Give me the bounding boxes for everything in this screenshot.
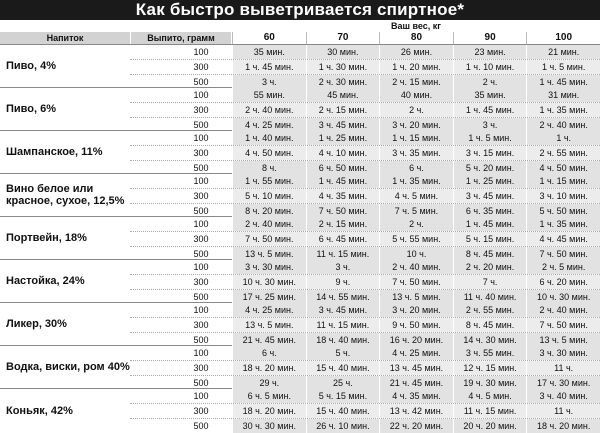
time-cell: 40 мин.: [379, 88, 453, 102]
time-cells: [232, 404, 600, 418]
time-cell: 6 ч.: [379, 161, 453, 175]
time-cell: 2 ч.: [379, 103, 453, 117]
time-cell: 4 ч. 50 мин.: [526, 161, 600, 175]
time-cell: 4 ч. 45 мин.: [526, 232, 600, 246]
drink-rows: [130, 346, 600, 388]
time-cell: 1 ч. 30 мин.: [306, 60, 380, 74]
time-cell: 6 ч. 35 мин.: [453, 204, 527, 218]
time-cell: 3 ч. 20 мин.: [379, 118, 453, 132]
time-cell: 4 ч. 25 мин.: [232, 118, 306, 132]
drink-group: [0, 87, 600, 130]
drink-group: [0, 302, 600, 345]
time-cell: 7 ч. 50 мин.: [306, 204, 380, 218]
time-cells: [232, 146, 600, 160]
time-cell: 3 ч. 55 мин.: [453, 346, 527, 360]
time-cell: 31 мин.: [526, 88, 600, 102]
time-cells: [232, 174, 600, 188]
time-cells: [232, 88, 600, 102]
time-cell: 2 ч. 55 мин.: [453, 303, 527, 317]
time-cell: 20 ч. 20 мин.: [453, 419, 527, 433]
time-cells: [232, 217, 600, 231]
time-cell: 11 ч. 15 мин.: [306, 318, 380, 332]
time-cells: [232, 75, 600, 89]
time-cells: [232, 333, 600, 347]
table-row: [130, 376, 600, 390]
drink-rows: [130, 217, 600, 259]
time-cell: 1 ч. 45 мин.: [526, 75, 600, 89]
time-cell: 7 ч. 5 мин.: [379, 204, 453, 218]
time-cell: 21 ч. 45 мин.: [379, 376, 453, 390]
amount-cell: 500: [193, 378, 209, 388]
time-cell: 16 ч. 20 мин.: [379, 333, 453, 347]
time-cell: 6 ч. 20 мин.: [526, 275, 600, 289]
time-cell: 10 ч.: [379, 247, 453, 261]
amount-cell: 300: [193, 105, 209, 115]
time-cell: 2 ч. 5 мин.: [526, 260, 600, 274]
time-cell: 18 ч. 20 мин.: [526, 419, 600, 433]
amount-cell: 100: [193, 90, 209, 100]
drink-group: [0, 345, 600, 388]
time-cell: 1 ч. 45 мин.: [232, 60, 306, 74]
time-cell: 9 ч. 50 мин.: [379, 318, 453, 332]
time-cell: 2 ч. 40 мин.: [526, 303, 600, 317]
time-cell: 3 ч.: [306, 260, 380, 274]
amount-cell: 300: [193, 363, 209, 373]
table-row: [130, 290, 600, 304]
drink-group: [0, 44, 600, 87]
weight-header: 100: [526, 32, 600, 44]
time-cell: 7 ч. 50 мин.: [526, 247, 600, 261]
time-cell: 23 мин.: [453, 45, 527, 59]
amount-cell: 300: [193, 320, 209, 330]
time-cell: 6 ч. 45 мин.: [306, 232, 380, 246]
time-cell: 13 ч. 5 мин.: [526, 333, 600, 347]
time-cell: 11 ч. 40 мин.: [453, 290, 527, 304]
table-row: [130, 88, 600, 103]
time-cell: 1 ч.: [526, 131, 600, 145]
time-cells: [232, 260, 600, 274]
drink-group: [0, 259, 600, 302]
time-cell: 2 ч. 15 мин.: [306, 217, 380, 231]
weight-header: 70: [306, 32, 380, 44]
time-cell: 1 ч. 35 мин.: [379, 174, 453, 188]
drink-name: Вино белое или красное, сухое, 12,5%: [6, 183, 125, 207]
time-cell: 21 мин.: [526, 45, 600, 59]
time-cell: 6 ч.: [232, 346, 306, 360]
time-cell: 15 ч. 40 мин.: [306, 404, 380, 418]
table-row: [130, 189, 600, 204]
time-cell: 13 ч. 5 мин.: [232, 318, 306, 332]
amount-cell: 500: [193, 249, 209, 259]
table-row: [130, 361, 600, 376]
time-cell: 3 ч. 30 мин.: [232, 260, 306, 274]
weight-header: 60: [232, 32, 306, 44]
table-row: [130, 247, 600, 261]
time-cells: [232, 161, 600, 175]
time-cell: 1 ч. 25 мин.: [453, 174, 527, 188]
time-cell: 13 ч. 5 мин.: [379, 290, 453, 304]
time-cell: 7 ч. 50 мин.: [232, 232, 306, 246]
time-cell: 2 ч. 40 мин.: [232, 103, 306, 117]
time-cell: 3 ч. 10 мин.: [526, 189, 600, 203]
amount-cell: 500: [193, 421, 209, 431]
time-cell: 18 ч. 40 мин.: [306, 333, 380, 347]
time-cell: 35 мин.: [232, 45, 306, 59]
time-cells: [232, 389, 600, 403]
page-title: Как быстро выветривается спиртное*: [0, 0, 600, 20]
time-cell: 1 ч. 10 мин.: [453, 60, 527, 74]
time-cell: 1 ч. 5 мин.: [526, 60, 600, 74]
amount-cell: 100: [193, 262, 209, 272]
drink-name: Коньяк, 42%: [6, 405, 73, 417]
time-cells: [232, 247, 600, 261]
drink-group: [0, 130, 600, 173]
time-cells: [232, 189, 600, 203]
time-cell: 26 мин.: [379, 45, 453, 59]
time-cell: 5 ч. 15 мин.: [306, 389, 380, 403]
amount-cell: 500: [193, 163, 209, 173]
time-cell: 5 ч.: [306, 346, 380, 360]
time-cell: 11 ч.: [526, 404, 600, 418]
time-cell: 21 ч. 45 мин.: [232, 333, 306, 347]
time-cell: 14 ч. 30 мин.: [453, 333, 527, 347]
time-cell: 1 ч. 45 мин.: [453, 103, 527, 117]
amount-cell: 300: [193, 277, 209, 287]
time-cell: 8 ч. 45 мин.: [453, 318, 527, 332]
amount-cell: 500: [193, 335, 209, 345]
time-cell: 1 ч. 55 мин.: [232, 174, 306, 188]
drink-rows: [130, 303, 600, 345]
table-row: [130, 346, 600, 361]
time-cell: 55 мин.: [232, 88, 306, 102]
table-row: [130, 118, 600, 132]
time-cell: 7 ч.: [453, 275, 527, 289]
time-cells: [232, 131, 600, 145]
time-cell: 1 ч. 20 мин.: [379, 60, 453, 74]
time-cell: 18 ч. 20 мин.: [232, 404, 306, 418]
drink-name: Портвейн, 18%: [6, 232, 87, 244]
table-row: [130, 275, 600, 290]
time-cell: 3 ч. 30 мин.: [526, 346, 600, 360]
drink-rows: [130, 260, 600, 302]
drink-rows: [130, 174, 600, 216]
weight-header: 90: [453, 32, 527, 44]
table-header: [0, 20, 600, 44]
amount-cell: 100: [193, 348, 209, 358]
table-row: [130, 419, 600, 433]
time-cell: 5 ч. 50 мин.: [526, 204, 600, 218]
time-cell: 2 ч. 15 мин.: [379, 75, 453, 89]
amount-cell: 100: [193, 133, 209, 143]
time-cell: 4 ч. 35 мин.: [379, 389, 453, 403]
drink-rows: [130, 45, 600, 87]
time-cell: 17 ч. 25 мин.: [232, 290, 306, 304]
drink-name: Настойка, 24%: [6, 275, 85, 287]
time-cell: 8 ч. 45 мин.: [453, 247, 527, 261]
amount-cell: 300: [193, 234, 209, 244]
time-cells: [232, 318, 600, 332]
time-cell: 14 ч. 55 мин.: [306, 290, 380, 304]
time-cell: 2 ч. 15 мин.: [306, 103, 380, 117]
time-cell: 25 ч.: [306, 376, 380, 390]
table-row: [130, 131, 600, 146]
time-cell: 18 ч. 20 мин.: [232, 361, 306, 375]
drink-name: Водка, виски, ром 40%: [6, 361, 130, 373]
time-cells: [232, 232, 600, 246]
table-row: [130, 404, 600, 419]
table-row: [130, 389, 600, 404]
amount-cell: 100: [193, 176, 209, 186]
drink-rows: [130, 131, 600, 173]
time-cell: 13 ч. 42 мин.: [379, 404, 453, 418]
amount-cell: 500: [193, 120, 209, 130]
time-cell: 2 ч. 40 мин.: [526, 118, 600, 132]
table-row: [130, 333, 600, 347]
time-cell: 12 ч. 15 мин.: [453, 361, 527, 375]
time-cell: 5 ч. 15 мин.: [453, 232, 527, 246]
amount-cell: 300: [193, 62, 209, 72]
time-cells: [232, 376, 600, 390]
time-cell: 5 ч. 20 мин.: [453, 161, 527, 175]
drink-column-header: Напиток: [0, 32, 130, 44]
time-cell: 1 ч. 15 мин.: [526, 174, 600, 188]
time-cell: 7 ч. 50 мин.: [526, 318, 600, 332]
table-body: [0, 44, 600, 433]
time-cells: [232, 419, 600, 433]
amount-cell: 100: [193, 219, 209, 229]
time-cell: 3 ч. 35 мин.: [379, 146, 453, 160]
time-cell: 3 ч. 40 мин.: [526, 389, 600, 403]
time-cells: [232, 204, 600, 218]
time-cell: 2 ч. 40 мин.: [232, 217, 306, 231]
table-row: [130, 232, 600, 247]
time-cell: 22 ч. 20 мин.: [379, 419, 453, 433]
time-cell: 1 ч. 45 мин.: [453, 217, 527, 231]
drink-group: [0, 216, 600, 259]
time-cells: [232, 45, 600, 59]
time-cell: 2 ч. 20 мин.: [453, 260, 527, 274]
time-cell: 30 мин.: [306, 45, 380, 59]
time-cell: 3 ч. 45 мин.: [453, 189, 527, 203]
time-cell: 4 ч. 35 мин.: [306, 189, 380, 203]
time-cells: [232, 361, 600, 375]
time-cells: [232, 290, 600, 304]
drink-name: Пиво, 4%: [6, 60, 57, 72]
weight-label: Ваш вес, кг: [390, 21, 442, 31]
time-cell: 11 ч.: [526, 361, 600, 375]
time-cells: [232, 303, 600, 317]
time-cell: 10 ч. 30 мин.: [526, 290, 600, 304]
drink-group: [0, 173, 600, 216]
drink-name: Шампанское, 11%: [6, 146, 103, 158]
time-cell: 1 ч. 25 мин.: [306, 131, 380, 145]
time-cell: 11 ч. 15 мин.: [453, 404, 527, 418]
amount-cell: 300: [193, 191, 209, 201]
time-cell: 6 ч. 50 мин.: [306, 161, 380, 175]
drink-name: Пиво, 6%: [6, 103, 57, 115]
time-cell: 10 ч. 30 мин.: [232, 275, 306, 289]
time-cell: 4 ч. 50 мин.: [232, 146, 306, 160]
table-row: [130, 204, 600, 218]
table-row: [130, 260, 600, 275]
drink-group: [0, 388, 600, 433]
table-row: [130, 146, 600, 161]
time-cell: 3 ч. 15 мин.: [453, 146, 527, 160]
time-cell: 17 ч. 30 мин.: [526, 376, 600, 390]
table-row: [130, 60, 600, 75]
time-cell: 29 ч.: [232, 376, 306, 390]
amount-cell: 500: [193, 77, 209, 87]
amount-cell: 100: [193, 305, 209, 315]
time-cell: 4 ч. 10 мин.: [306, 146, 380, 160]
amount-cell: 100: [193, 391, 209, 401]
time-cell: 5 ч. 10 мин.: [232, 189, 306, 203]
amount-cell: 300: [193, 406, 209, 416]
drink-rows: [130, 88, 600, 130]
time-cell: 11 ч. 15 мин.: [306, 247, 380, 261]
weight-columns: [232, 32, 600, 44]
amount-column-header: Выпито, грамм: [131, 32, 231, 44]
time-cell: 8 ч. 20 мин.: [232, 204, 306, 218]
drink-rows: [130, 389, 600, 433]
time-cell: 1 ч. 35 мин.: [526, 103, 600, 117]
time-cells: [232, 118, 600, 132]
amount-cell: 500: [193, 292, 209, 302]
time-cell: 5 ч. 55 мин.: [379, 232, 453, 246]
drink-name: Ликер, 30%: [6, 318, 67, 330]
time-cell: 3 ч.: [232, 75, 306, 89]
time-cell: 15 ч. 40 мин.: [306, 361, 380, 375]
table-row: [130, 174, 600, 189]
time-cell: 1 ч. 45 мин.: [306, 174, 380, 188]
time-cell: 1 ч. 15 мин.: [379, 131, 453, 145]
time-cell: 2 ч. 55 мин.: [526, 146, 600, 160]
time-cell: 13 ч. 5 мин.: [232, 247, 306, 261]
amount-cell: 300: [193, 148, 209, 158]
weight-header: 80: [379, 32, 453, 44]
time-cell: 2 ч. 40 мин.: [379, 260, 453, 274]
amount-cell: 100: [193, 47, 209, 57]
time-cells: [232, 346, 600, 360]
table-row: [130, 217, 600, 232]
time-cells: [232, 103, 600, 117]
time-cell: 45 мин.: [306, 88, 380, 102]
amount-cell: 500: [193, 206, 209, 216]
time-cell: 3 ч. 45 мин.: [306, 118, 380, 132]
time-cell: 3 ч.: [453, 118, 527, 132]
table-row: [130, 103, 600, 118]
time-cell: 7 ч. 50 мин.: [379, 275, 453, 289]
table-row: [130, 303, 600, 318]
time-cell: 2 ч.: [379, 217, 453, 231]
table-row: [130, 161, 600, 175]
time-cell: 30 ч. 30 мин.: [232, 419, 306, 433]
time-cell: 26 ч. 10 мин.: [306, 419, 380, 433]
table-row: [130, 75, 600, 89]
time-cell: 1 ч. 35 мин.: [526, 217, 600, 231]
time-cells: [232, 60, 600, 74]
time-cell: 4 ч. 5 мин.: [379, 189, 453, 203]
time-cell: 3 ч. 20 мин.: [379, 303, 453, 317]
time-cell: 13 ч. 45 мин.: [379, 361, 453, 375]
time-cell: 1 ч. 5 мин.: [453, 131, 527, 145]
time-cell: 4 ч. 5 мин.: [453, 389, 527, 403]
time-cell: 19 ч. 30 мин.: [453, 376, 527, 390]
table-row: [130, 318, 600, 333]
time-cell: 35 мин.: [453, 88, 527, 102]
time-cell: 4 ч. 25 мин.: [379, 346, 453, 360]
time-cells: [232, 275, 600, 289]
time-cell: 8 ч.: [232, 161, 306, 175]
time-cell: 1 ч. 40 мин.: [232, 131, 306, 145]
time-cell: 3 ч. 45 мин.: [306, 303, 380, 317]
time-cell: 6 ч. 5 мин.: [232, 389, 306, 403]
time-cell: 4 ч. 25 мин.: [232, 303, 306, 317]
time-cell: 2 ч.: [453, 75, 527, 89]
time-cell: 2 ч. 30 мин.: [306, 75, 380, 89]
table-row: [130, 45, 600, 60]
time-cell: 9 ч.: [306, 275, 380, 289]
